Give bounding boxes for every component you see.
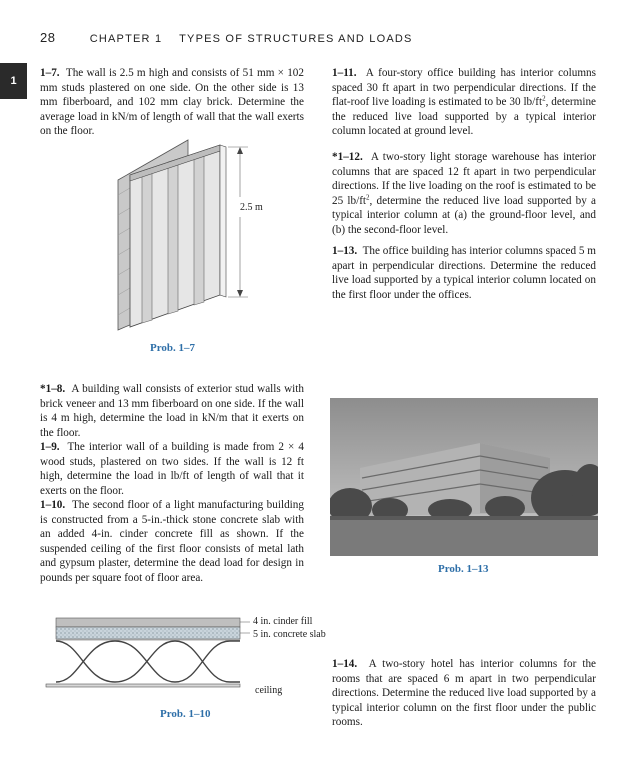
problem-number: 1–11.: [332, 67, 357, 79]
ceiling-label: ceiling: [255, 685, 283, 696]
problem-number: 1–13.: [332, 245, 358, 257]
problem-number: *1–8.: [40, 383, 66, 395]
cinder-fill-label: 4 in. cinder fill: [253, 616, 313, 627]
caption-prob-1-10: Prob. 1–10: [160, 708, 211, 720]
problem-number: 1–14.: [332, 658, 358, 670]
stud: [168, 159, 178, 314]
chapter-title: TYPES OF STRUCTURES AND LOADS: [179, 33, 413, 45]
problem-1-8: [40, 382, 304, 440]
caption-prob-1-13: Prob. 1–13: [438, 563, 489, 575]
wall-height-label: 2.5 m: [240, 202, 263, 213]
concrete-slab-layer: [56, 627, 240, 639]
problem-number: 1–10.: [40, 499, 66, 511]
floor-section-figure: [40, 612, 255, 697]
problem-1-14: [332, 657, 596, 730]
problem-1-13: [332, 244, 596, 302]
problem-text: A two-story hotel has interior columns for the rooms that are spaced 6 m apart in two perpendicular directions. Determine the reduced live load supported by a typical interior column on the first floor under the public rooms.: [332, 658, 596, 729]
plaster-edge: [220, 145, 226, 297]
chapter-label: CHAPTER 1: [89, 33, 163, 45]
problem-number: 1–7.: [40, 67, 60, 79]
office-building-photo: [330, 398, 598, 556]
problem-1-12: [332, 150, 596, 238]
cinder-fill-layer: [56, 618, 240, 627]
superscript: 2: [366, 193, 370, 202]
problem-1-9: [40, 440, 304, 498]
stud: [142, 168, 152, 323]
chapter-tab: 1: [0, 63, 27, 99]
caption-prob-1-7: Prob. 1–7: [150, 342, 196, 354]
problem-1-7: [40, 66, 304, 139]
running-header: [40, 30, 413, 45]
concrete-slab-label: 5 in. concrete slab: [253, 629, 326, 640]
problem-number: 1–9.: [40, 441, 60, 453]
problem-text: A building wall consists of exterior stud walls with brick veneer and 13 mm fiberboard on one side. If the wall is 4 m high, determine the load in kN/m that it exerts on the floor.: [40, 383, 304, 439]
problem-text: A two-story light storage warehouse has interior columns that are spaced 12 ft apart in two perpendicular directions. If the live loading on the roof is estimated to be 25 lb/ft: [332, 151, 596, 207]
problem-number: *1–12.: [332, 151, 363, 163]
lawn: [330, 518, 598, 556]
wall-figure: [100, 135, 280, 335]
stud: [194, 151, 204, 305]
problem-text: The second floor of a light manufacturing building is constructed from a 5-in.-thick stone concrete slab with an added 4-in. cinder concrete fill as shown. If the suspended ceiling of the first floor consists of metal lath and gypsum plaster, determine the dead load for design in pounds per square foot of floor area.: [40, 499, 304, 584]
page-number: 28: [40, 30, 56, 45]
wave-deck: [56, 641, 240, 682]
superscript: 2: [542, 94, 546, 103]
ceiling-layer: [46, 684, 240, 687]
problem-text: The office building has interior columns spaced 5 m apart in perpendicular directions. Determine the reduced live load supported by a typical interior column located on the first floor under the offices.: [332, 245, 597, 301]
problem-text: A four-story office building has interior columns spaced 30 ft apart in two perpendicular directions. If the flat-roof live loading is estimated to be 30 lb/ft: [332, 67, 596, 109]
problem-1-11: [332, 66, 596, 139]
problem-1-10: [40, 498, 304, 586]
problem-text: , determine the reduced live load supported by a typical interior column at (a) the ground-floor level, and (b) the second-floor level.: [332, 194, 596, 236]
problem-text: The interior wall of a building is made from 2 × 4 wood studs, plastered on two sides. If the wall is 12 ft high, determine the load in lb/ft of length of wall that it exerts on the floor.: [40, 441, 304, 497]
problem-text: , determine the reduced live load supported by a typical interior column located at ground level.: [332, 96, 597, 138]
problem-text: The wall is 2.5 m high and consists of 51 mm × 102 mm studs plastered on one side. On the other side is 13 mm fiberboard, and 102 mm clay brick. Determine the average load in kN/m of length of wall that the wall exerts on the floor.: [40, 67, 304, 138]
